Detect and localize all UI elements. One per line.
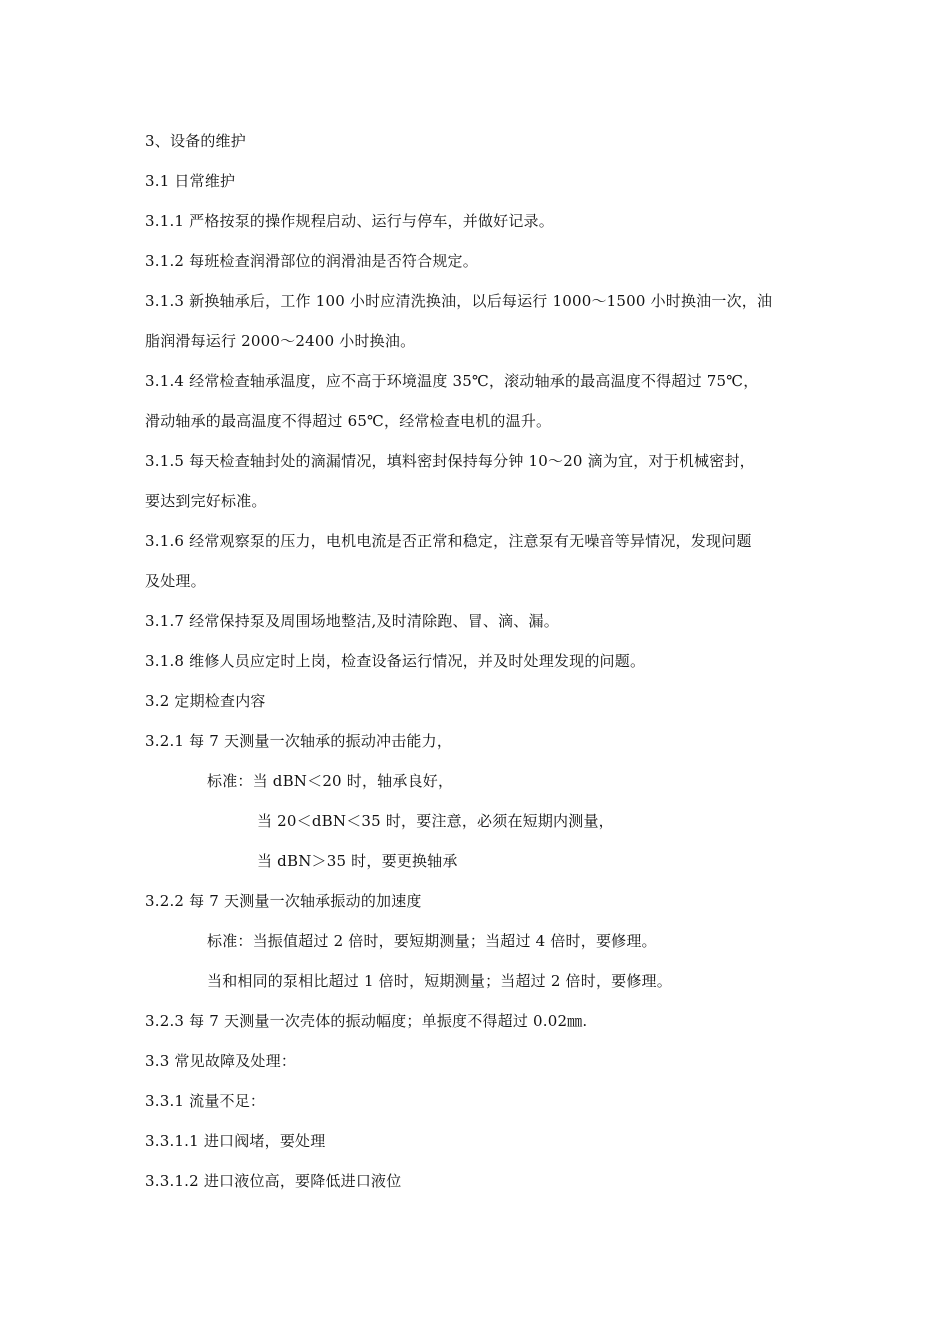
paragraph-3-1-5-line2: 要达到完好标准。 [145, 492, 267, 510]
paragraph-3-3-1-2: 3.3.1.2 进口液位高，要降低进口液位 [145, 1172, 402, 1190]
paragraph-3-1-6-line1: 3.1.6 经常观察泵的压力，电机电流是否正常和稳定，注意泵有无噪音等异情况，发现问题 [145, 532, 752, 550]
subsection-heading-3-1: 3.1 日常维护 [145, 172, 236, 190]
section-heading-3: 3、设备的维护 [145, 132, 246, 150]
paragraph-3-1-5-line1: 3.1.5 每天检查轴封处的滴漏情况，填料密封保持每分钟 10～20 滴为宜，对于机械密封， [145, 452, 755, 470]
paragraph-3-3-1: 3.3.1 流量不足： [145, 1092, 266, 1110]
paragraph-3-2-3: 3.2.3 每 7 天测量一次壳体的振动幅度；单振度不得超过 0.02㎜. [145, 1012, 588, 1030]
paragraph-3-1-1: 3.1.1 严格按泵的操作规程启动、运行与停车，并做好记录。 [145, 212, 554, 230]
paragraph-3-1-4-line2: 滑动轴承的最高温度不得超过 65℃，经常检查电机的温升。 [145, 412, 552, 430]
paragraph-3-3-1-1: 3.3.1.1 进口阀堵，要处理 [145, 1132, 326, 1150]
standard-3-2-2-line1: 标准：当振值超过 2 倍时，要短期测量；当超过 4 倍时，要修理。 [207, 932, 657, 950]
paragraph-3-2-2: 3.2.2 每 7 天测量一次轴承振动的加速度 [145, 892, 422, 910]
paragraph-3-1-2: 3.1.2 每班检查润滑部位的润滑油是否符合规定。 [145, 252, 478, 270]
paragraph-3-1-3-line1: 3.1.3 新换轴承后，工作 100 小时应清洗换油，以后每运行 1000～1500 小时换油一次，油 [145, 292, 773, 310]
paragraph-3-1-3-line2: 脂润滑每运行 2000～2400 小时换油。 [145, 332, 416, 350]
standard-3-2-2-line2: 当和相同的泵相比超过 1 倍时，短期测量；当超过 2 倍时，要修理。 [207, 972, 672, 990]
standard-3-2-1-line1: 标准：当 dBN＜20 时，轴承良好， [207, 772, 454, 790]
standard-3-2-1-line2: 当 20＜dBN＜35 时，要注意，必须在短期内测量， [257, 812, 614, 830]
subsection-heading-3-2: 3.2 定期检查内容 [145, 692, 266, 710]
subsection-heading-3-3: 3.3 常见故障及处理： [145, 1052, 297, 1070]
standard-3-2-1-line3: 当 dBN＞35 时，要更换轴承 [257, 852, 458, 870]
paragraph-3-1-4-line1: 3.1.4 经常检查轴承温度，应不高于环境温度 35℃，滚动轴承的最高温度不得超过 75℃， [145, 372, 759, 390]
paragraph-3-1-7: 3.1.7 经常保持泵及周围场地整洁,及时清除跑、冒、滴、漏。 [145, 612, 559, 630]
paragraph-3-1-6-line2: 及处理。 [145, 572, 206, 590]
paragraph-3-1-8: 3.1.8 维修人员应定时上岗，检查设备运行情况，并及时处理发现的问题。 [145, 652, 646, 670]
paragraph-3-2-1: 3.2.1 每 7 天测量一次轴承的振动冲击能力， [145, 732, 453, 750]
